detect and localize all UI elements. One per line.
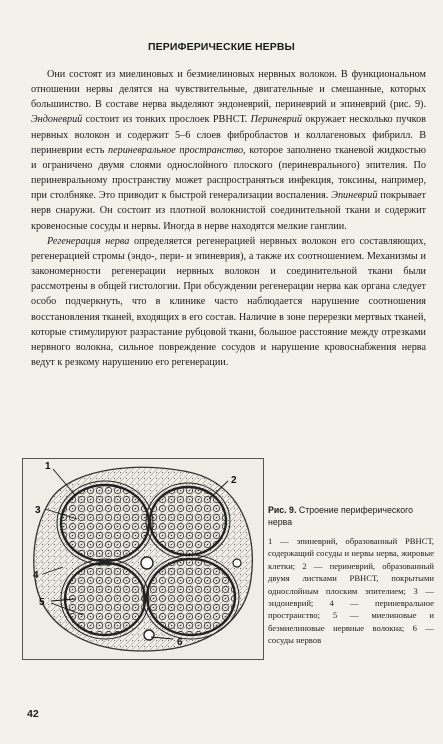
figure-caption bbox=[268, 504, 434, 647]
text-run: покрывает нерв снаружи. Он состоит из плотной волокнистой соединительной ткани и содержит кровеносные сосуды и нервы. Иногда в нерве находятся мелкие ганглии. bbox=[31, 190, 426, 232]
text-run: состоит из тонких прослоек РВНСТ. bbox=[82, 114, 251, 126]
figure-label-4: 4 bbox=[33, 570, 39, 581]
caption-legend: 1 — эпиневрий, образованный РВНСТ, содержащий сосуды и нервы нерва, жировые клетки; 2 — периневрий, образованный двумя листками РВНСТ, покрытыми однослойным плоским эпителием; 3 — эндоневрий; 4 — периневральное пространство; 5 — миелиновые и безмиелиновые нервные волокна; 6 — сосуды нервов bbox=[268, 536, 434, 646]
term-nerve-regeneration: Регенерация нерва bbox=[47, 235, 130, 247]
figure-label-3: 3 bbox=[35, 505, 41, 516]
text-run: определяется регенерацией нервных волокон его составляющих, регенерацией стромы (эндо-, пери- и эпиневрия), а также их соотношением. Механизмы и закономерности регенерации нервных волокон и соединительной ткани были рассмотрены в общей гистологии. При обсуждении регенерации нерва как органа следует особо подчеркнуть, что в клинике часто наблюдается нарушение соотношения восстановления тканей, входящих в его состав. Наличие в зоне перерезки мертвых тканей, которые стимулируют разрастание рубцовой ткани, большое расстояние между отрезками нервного волокна, сильное повреждение сосудов и нарушение кровоснабжения нерва ведут к резкому нарушению его регенерации. bbox=[31, 235, 426, 368]
figure-label-1: 1 bbox=[45, 461, 51, 472]
figure-label-5: 5 bbox=[39, 597, 45, 608]
term-epineurium: Эпиневрий bbox=[331, 190, 378, 202]
term-perineurium: Периневрий bbox=[250, 114, 302, 126]
paragraph-regeneration bbox=[31, 234, 426, 370]
figure-label-2: 2 bbox=[231, 475, 237, 486]
figure-label-6: 6 bbox=[177, 637, 183, 648]
term-perineural-space: периневральное пространство, bbox=[108, 144, 246, 156]
text-run: которое заполнено тканевой жидкостью и ограничено двумя слоями однослойного плоского (периневрального) эпителия. По периневральному пространству может распространяться инфекция, токсины, например, при столбняке. Это приводит к быстрой генерализации воспаления. bbox=[31, 144, 426, 202]
page-number: 42 bbox=[27, 708, 39, 720]
text-run: Они состоят из миелиновых и безмиелиновых нервных волокон. В функциональном отношении нервы делятся на чувствительные, двигательные и смешанные, которых большинство. В составе нерва выделяют эндоневрий, периневрий и эпиневрий (рис. 9). bbox=[31, 69, 426, 111]
caption-figure-number: Рис. 9. bbox=[268, 505, 297, 515]
page-title: ПЕРИФЕРИЧЕСКИЕ НЕРВЫ bbox=[148, 41, 295, 53]
caption-title bbox=[268, 504, 434, 528]
body-text bbox=[31, 67, 426, 370]
text-run: окружает несколько пучков нервных волокон и содержит 5–6 слоев фибробластов и коллагеновых фибрилл. В периневрии есть bbox=[31, 114, 426, 156]
paragraph-structure bbox=[31, 67, 426, 234]
nerve-structure-figure bbox=[22, 458, 264, 660]
term-endoneurium: Эндоневрий bbox=[31, 114, 83, 126]
caption-figure-title: Строение периферического нерва bbox=[268, 505, 414, 527]
nerve-cross-section-drawing bbox=[23, 459, 263, 659]
